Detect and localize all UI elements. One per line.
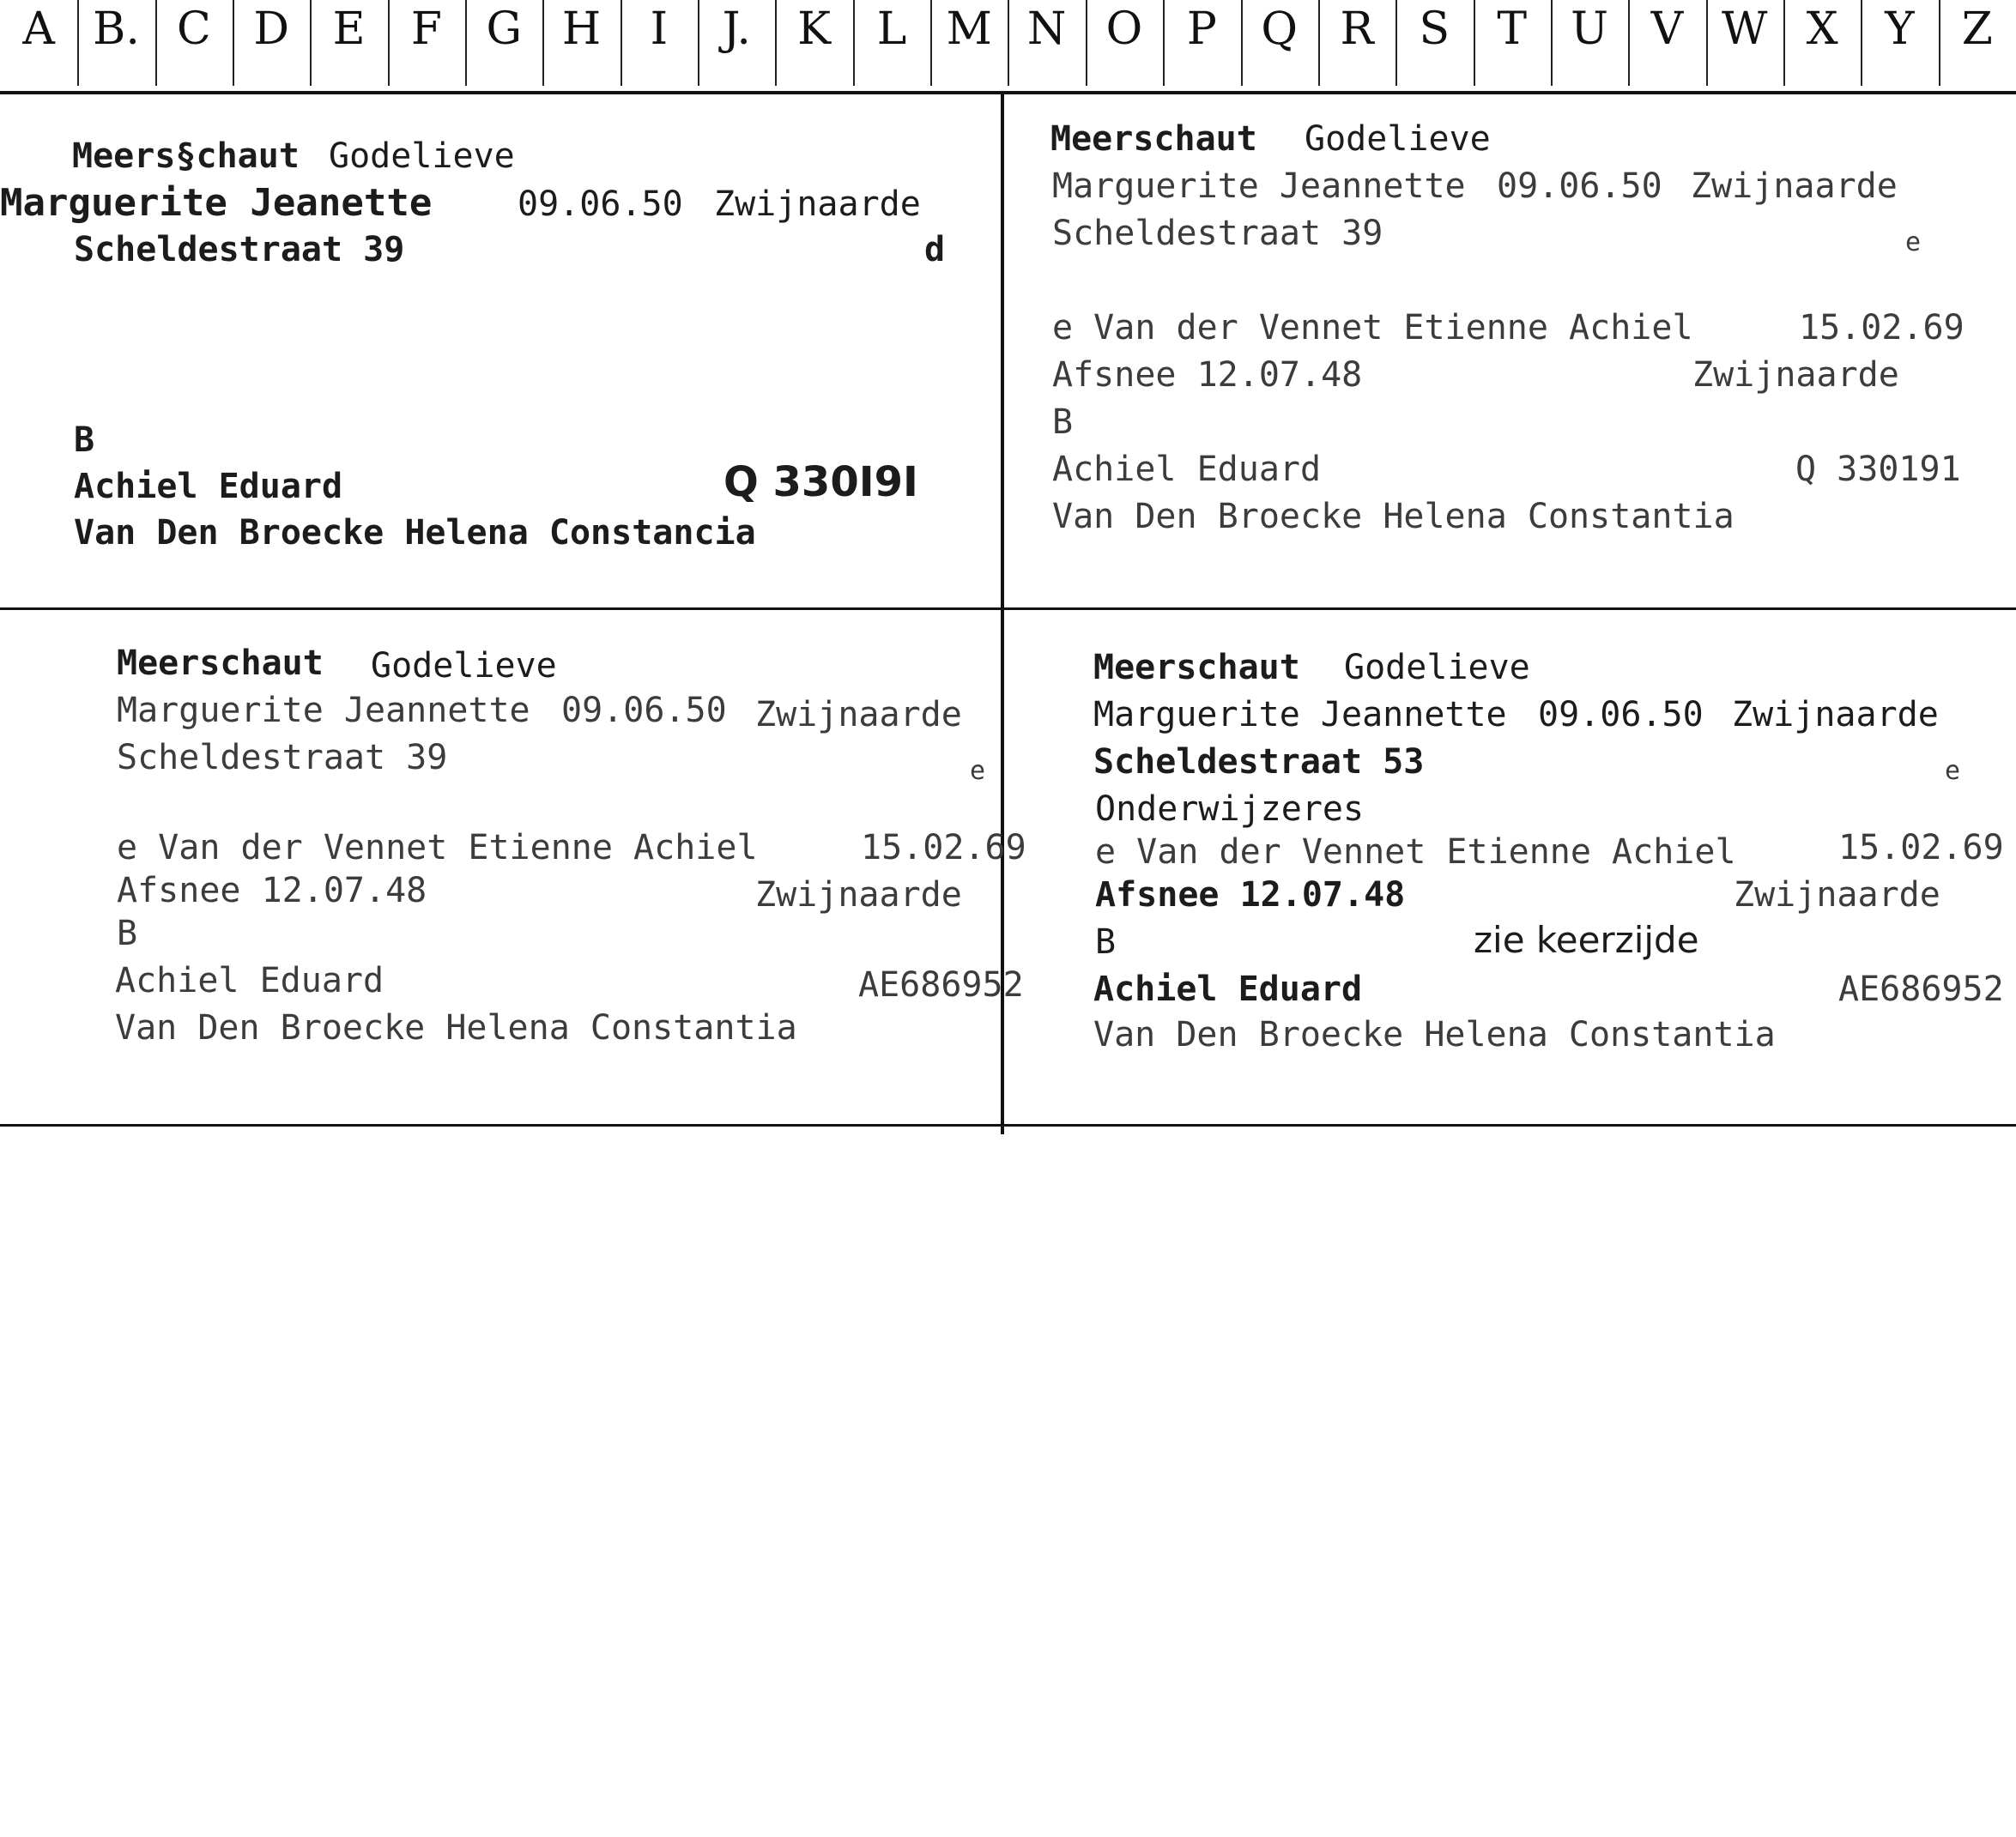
index-letter: K	[797, 3, 832, 55]
card-marriage-place: Zwijnaarde	[1692, 355, 1899, 395]
card-middle-names: Marguerite Jeanette	[0, 181, 433, 225]
card-given-name: Godelieve	[1344, 648, 1530, 687]
index-letter: R	[1340, 3, 1374, 55]
index-cell	[621, 0, 698, 91]
index-cell	[930, 0, 1008, 91]
card-surname: Meerschaut	[117, 644, 324, 683]
index-letter: U	[1571, 3, 1608, 55]
card-spouse-birth: Afsnee 12.07.48	[117, 871, 427, 910]
card-given-name: Godelieve	[1305, 119, 1491, 159]
card-mark: e	[1945, 756, 1961, 786]
card-birthplace: Zwijnaarde	[1732, 695, 1939, 734]
alphabet-index-strip	[0, 0, 2016, 94]
index-letter: X	[1806, 3, 1838, 55]
index-letter: M	[946, 3, 992, 55]
card-mother: Van Den Broecke Helena Constantia	[1052, 497, 1734, 536]
card-father: Achiel Eduard	[1052, 450, 1322, 489]
card-surname: Meerschaut	[1050, 119, 1257, 159]
card-spouse: e Van der Vennet Etienne Achiel	[117, 828, 758, 867]
card-number: Q 330191	[1795, 450, 1961, 489]
index-cell	[1939, 0, 2016, 91]
index-letter: N	[1026, 3, 1067, 55]
index-letter: Z	[1961, 3, 1993, 55]
index-cell	[1783, 0, 1861, 91]
index-letter: Y	[1885, 3, 1915, 55]
card-code: B	[1052, 402, 1074, 442]
index-cell	[1163, 0, 1240, 91]
card-father: Achiel Eduard	[1093, 970, 1363, 1009]
index-cell	[77, 0, 154, 91]
record-card	[1004, 610, 2016, 1125]
card-mother: Van Den Broecke Helena Constancia	[74, 513, 756, 553]
card-middle-names: Marguerite Jeannette	[117, 691, 530, 730]
card-birth-date: 09.06.50	[1497, 166, 1662, 206]
card-given-name: Godelieve	[371, 646, 557, 686]
card-code: B	[74, 420, 95, 460]
index-cell	[1241, 0, 1318, 91]
index-letter: I	[650, 3, 669, 55]
index-letter: F	[410, 3, 442, 55]
index-letter: T	[1497, 3, 1528, 55]
card-birthplace: Zwijnaarde	[714, 184, 921, 224]
index-cell	[775, 0, 852, 91]
card-mark: e	[1905, 227, 1922, 257]
index-cell	[1474, 0, 1551, 91]
card-mark: e	[970, 756, 986, 786]
index-cell	[1318, 0, 1395, 91]
card-surname: Meers§chaut	[72, 136, 300, 176]
card-birthplace: Zwijnaarde	[755, 695, 962, 734]
card-note: zie keerzijde	[1474, 919, 1699, 961]
card-middle-names: Marguerite Jeannette	[1052, 166, 1466, 206]
card-marriage-date: 15.02.69	[1799, 308, 1965, 347]
card-father: Achiel Eduard	[74, 467, 343, 506]
index-cell	[310, 0, 387, 91]
card-spouse-birth: Afsnee 12.07.48	[1095, 875, 1406, 915]
card-spouse-birth: Afsnee 12.07.48	[1052, 355, 1363, 395]
card-marriage-place: Zwijnaarde	[755, 875, 962, 915]
index-letter: Q	[1261, 3, 1298, 55]
index-letter: G	[486, 3, 522, 55]
index-letter: P	[1186, 3, 1217, 55]
index-cell	[1086, 0, 1163, 91]
card-code: B	[1095, 922, 1117, 962]
index-cell	[1861, 0, 1938, 91]
index-cell	[1008, 0, 1085, 91]
index-letter: V	[1650, 3, 1684, 55]
index-cell	[233, 0, 310, 91]
card-spouse: e Van der Vennet Etienne Achiel	[1052, 308, 1693, 347]
index-letter: C	[176, 3, 211, 55]
card-surname: Meerschaut	[1093, 648, 1300, 687]
card-mark: d	[924, 230, 946, 269]
card-birth-date: 09.06.50	[518, 184, 683, 224]
index-cell	[542, 0, 620, 91]
index-cell	[1551, 0, 1628, 91]
record-card	[0, 610, 1026, 1125]
card-marriage-date: 15.02.69	[861, 828, 1026, 867]
index-cell	[388, 0, 465, 91]
card-mother: Van Den Broecke Helena Constantia	[1093, 1015, 1776, 1054]
index-cell	[1628, 0, 1705, 91]
card-address: Scheldestraat 39	[74, 230, 405, 269]
card-birth-date: 09.06.50	[1538, 695, 1704, 734]
card-number: AE686952	[1838, 970, 2004, 1009]
card-code: B	[117, 914, 138, 953]
index-cell	[698, 0, 775, 91]
index-letter: W	[1722, 3, 1768, 55]
card-address: Scheldestraat 53	[1093, 742, 1425, 782]
record-card	[1004, 94, 2016, 607]
index-letter: A	[22, 3, 55, 55]
index-cell	[853, 0, 930, 91]
card-father: Achiel Eduard	[115, 961, 384, 1000]
card-given-name: Godelieve	[329, 136, 515, 176]
card-number: AE686952	[858, 965, 1024, 1005]
card-marriage-date: 15.02.69	[1838, 828, 2004, 867]
index-letter: S	[1419, 3, 1450, 55]
index-letter: B.	[93, 3, 140, 55]
index-cell	[1706, 0, 1783, 91]
index-letter: H	[561, 3, 602, 55]
card-mother: Van Den Broecke Helena Constantia	[115, 1008, 797, 1048]
index-letter: L	[876, 3, 907, 55]
index-letter: O	[1105, 3, 1143, 55]
card-birthplace: Zwijnaarde	[1691, 166, 1898, 206]
index-cell	[1395, 0, 1473, 91]
index-cell	[155, 0, 233, 91]
index-letter: J.	[722, 3, 751, 55]
card-number: Q 330I9I	[723, 458, 918, 506]
card-occupation: Onderwijzeres	[1095, 789, 1365, 829]
card-spouse: e Van der Vennet Etienne Achiel	[1095, 832, 1736, 872]
index-cell	[0, 0, 77, 91]
index-letter: E	[332, 3, 366, 55]
card-address: Scheldestraat 39	[1052, 214, 1383, 253]
card-address: Scheldestraat 39	[117, 738, 448, 777]
card-marriage-place: Zwijnaarde	[1734, 875, 1940, 915]
card-middle-names: Marguerite Jeannette	[1093, 695, 1507, 734]
index-letter: D	[253, 3, 290, 55]
index-cell	[465, 0, 542, 91]
record-card	[0, 94, 1001, 607]
card-birth-date: 09.06.50	[561, 691, 727, 730]
